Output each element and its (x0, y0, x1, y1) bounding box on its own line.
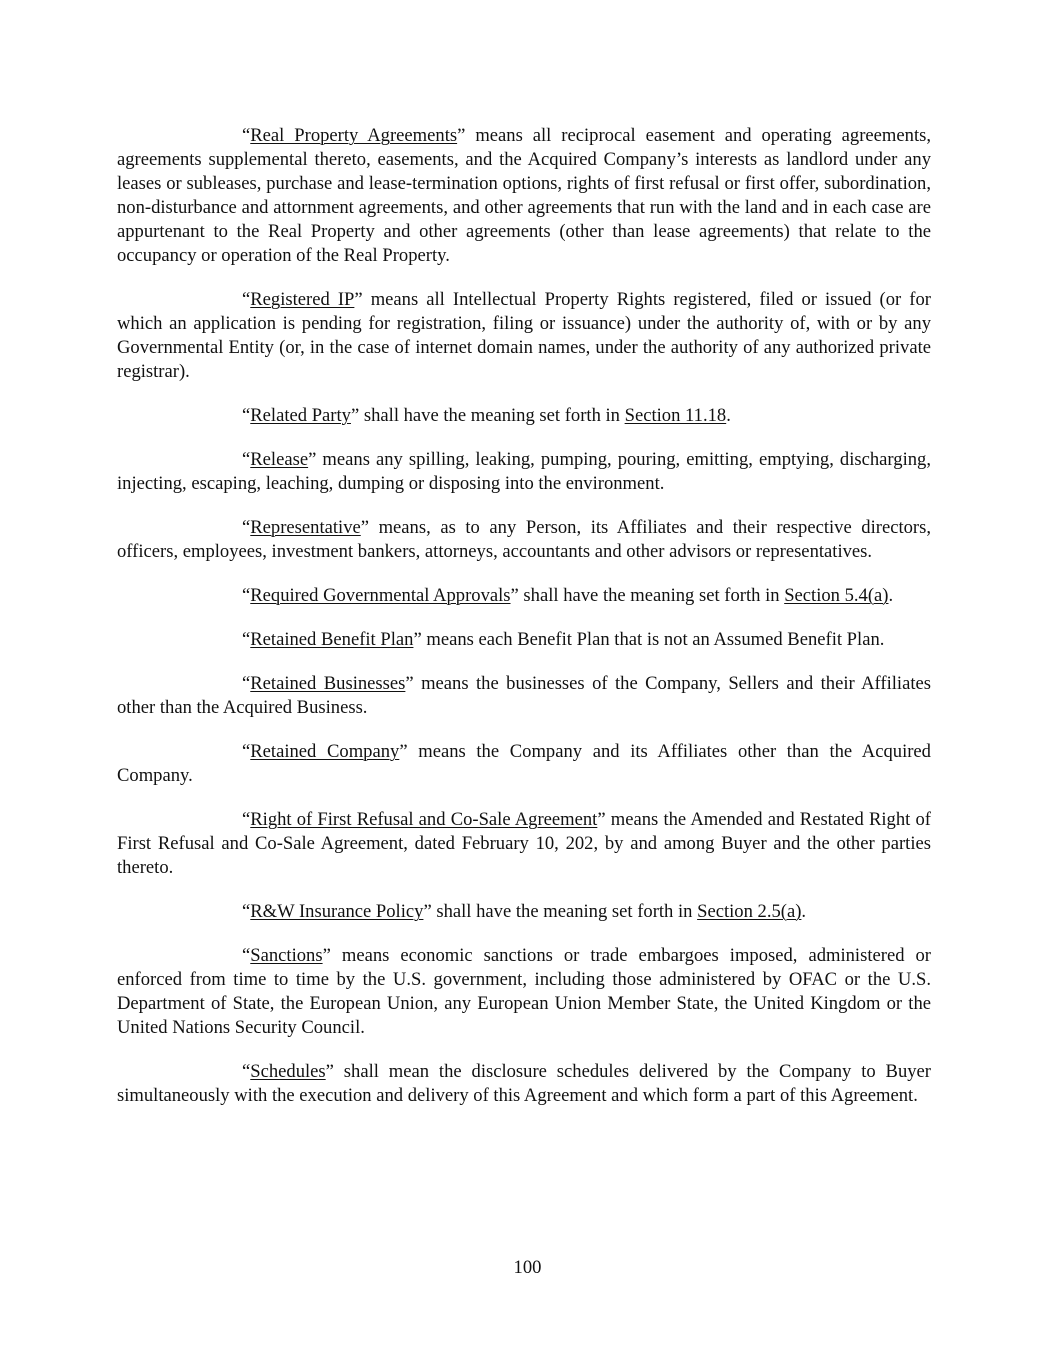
open-quote: “ (242, 629, 251, 650)
definition-tail: . (726, 405, 731, 426)
definition-paragraph (117, 944, 931, 1040)
definition-text: shall have the meaning set forth in (359, 405, 625, 426)
defined-term: Registered IP (250, 289, 355, 310)
close-quote: ” (510, 585, 519, 606)
definition-paragraph (117, 288, 931, 384)
defined-term: R&W Insurance Policy (250, 901, 424, 922)
definition-tail: . (801, 901, 807, 922)
open-quote: “ (242, 1061, 251, 1082)
defined-term: Required Governmental Approvals (250, 585, 511, 606)
definition-paragraph (117, 808, 931, 880)
close-quote: ” (399, 741, 408, 762)
definition-text: means all reciprocal easement and operating agreements, agreements supplemental thereto, easements, and the Acquired Company’s interests as landlord under any leases or subleases, purchase and lease-termination options, rights of first refusal or first offer, subordination, non-disturbance and attornment agreements, and other agreements that run with the land and in each case are appurtenant to the Real Property and other agreements (other than lease agreements) that relate to the occupancy or operation of the Real Property. (117, 125, 931, 266)
definition-tail: . (888, 585, 894, 606)
close-quote: ” (325, 1061, 334, 1082)
open-quote: “ (242, 125, 251, 146)
definition-paragraph (117, 1060, 931, 1108)
close-quote: ” (360, 517, 370, 538)
defined-term: Representative (250, 517, 361, 538)
definition-paragraph (117, 404, 931, 428)
close-quote: ” (413, 629, 422, 650)
definition-paragraph (117, 516, 931, 564)
definition-text: means the Company and its Affiliates other than the Acquired Company. (117, 741, 931, 786)
definition-text: shall mean the disclosure schedules delivered by the Company to Buyer simultaneously with the execution and delivery of this Agreement and which form a part of this Agreement. (117, 1061, 931, 1106)
definition-text: means, as to any Person, its Affiliates and their respective directors, officers, employees, investment bankers, attorneys, accountants and other advisors or representatives. (117, 517, 931, 562)
open-quote: “ (242, 945, 251, 966)
definition-text: means all Intellectual Property Rights registered, filed or issued (or for which an application is pending for registration, filing or issuance) under the authority of, with or by any Governmental Entity (or, in the case of internet domain names, under the authority of any authorized private registrar). (117, 289, 931, 382)
document-page (117, 124, 931, 1128)
close-quote: ” (322, 945, 331, 966)
open-quote: “ (242, 901, 251, 922)
definition-paragraph (117, 124, 931, 268)
definition-paragraph (117, 900, 931, 924)
defined-term: Sanctions (250, 945, 323, 966)
open-quote: “ (242, 289, 251, 310)
definition-text: means economic sanctions or trade embargoes imposed, administered or enforced from time to time by the U.S. government, including those administered by OFAC or the U.S. Department of State, the European Union, any European Union Member State, the United Kingdom or the United Nations Security Council. (117, 945, 931, 1038)
definition-paragraph (117, 584, 931, 608)
section-reference: Section 11.18 (624, 405, 727, 426)
close-quote: ” (457, 125, 466, 146)
defined-term: Right of First Refusal and Co-Sale Agreement (250, 809, 598, 830)
close-quote: ” (308, 449, 317, 470)
open-quote: “ (242, 585, 251, 606)
defined-term: Retained Businesses (250, 673, 406, 694)
defined-term: Release (250, 449, 309, 470)
definition-text: shall have the meaning set forth in (431, 901, 698, 922)
section-reference: Section 5.4(a) (784, 585, 889, 606)
definition-text: means the businesses of the Company, Sellers and their Affiliates other than the Acquired Business. (117, 673, 931, 718)
definition-text: means any spilling, leaking, pumping, pouring, emitting, emptying, discharging, injecting, escaping, leaching, dumping or disposing into the environment. (117, 449, 931, 494)
close-quote: ” (354, 289, 363, 310)
section-reference: Section 2.5(a) (697, 901, 802, 922)
definition-text: shall have the meaning set forth in (518, 585, 785, 606)
open-quote: “ (242, 405, 251, 426)
close-quote: ” (350, 405, 360, 426)
definition-paragraph (117, 672, 931, 720)
open-quote: “ (242, 809, 251, 830)
defined-term: Retained Benefit Plan (250, 629, 414, 650)
definition-text: means each Benefit Plan that is not an Assumed Benefit Plan. (421, 629, 885, 650)
open-quote: “ (242, 517, 251, 538)
open-quote: “ (242, 449, 251, 470)
close-quote: ” (423, 901, 432, 922)
defined-term: Real Property Agreements (250, 125, 458, 146)
definition-paragraph (117, 628, 931, 652)
definition-paragraph (117, 448, 931, 496)
close-quote: ” (597, 809, 606, 830)
defined-term: Related Party (250, 405, 351, 426)
defined-term: Retained Company (250, 741, 400, 762)
defined-term: Schedules (250, 1061, 326, 1082)
definition-text: means the Amended and Restated Right of First Refusal and Co-Sale Agreement, dated February 10, 202, by and among Buyer and the other parties thereto. (117, 809, 931, 878)
close-quote: ” (405, 673, 414, 694)
open-quote: “ (242, 673, 251, 694)
definition-paragraph (117, 740, 931, 788)
page-number: 100 (513, 1257, 542, 1278)
open-quote: “ (242, 741, 251, 762)
